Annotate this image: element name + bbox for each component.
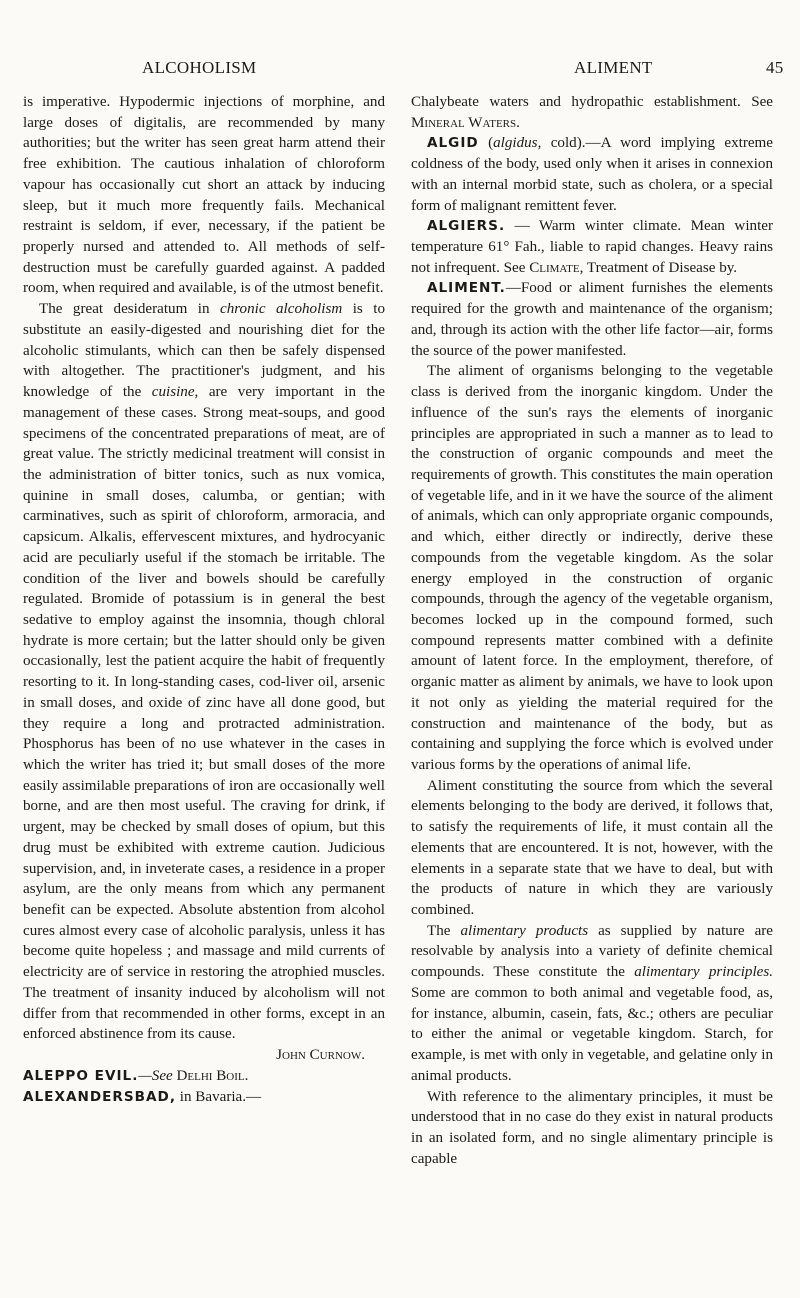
right-column <box>411 92 773 1169</box>
text-run: Chalybeate waters and hydropathic establishment. See <box>411 94 773 110</box>
text-run: Some are common to both animal and vegetable food, as, for instance, albumin, casein, fats, &c.; others are peculiar to either the animal or vegetable kingdom. Starch, for example, is met with only in vegetable, and gelatine only in animal products. <box>411 984 773 1084</box>
entry-term: ALEXANDERSBAD, <box>23 1088 177 1105</box>
text-run: is to substitute an easily-digested and nourishing diet for the alcoholic stimulants, which can then be safely dispensed with altogether. The practitioner's judgment, and his knowledge of the <box>23 301 386 401</box>
text-run: — Warm winter climate. Mean winter temperature 61° Fah., liable to rapid changes. Heavy rains not infrequent. See <box>411 218 773 276</box>
entry-algiers <box>411 216 773 278</box>
emphasis-chronic-alcoholism: chronic alcoholism <box>220 301 343 318</box>
entry-aliment <box>411 278 773 361</box>
entry-algid <box>411 133 773 216</box>
paragraph-alcoholism-treatment: is imperative. Hypodermic injections of morphine, and large doses of digitalis, are recommended by many authorities; but the writer has seen great harm attend their free exhibition. The cautious inhalation of chloroform vapour has occasionally cut short an attack by inducing sleep, but it much more frequently fails. Mechanical restraint is seldom, if ever, necessary, if the patient be properly nursed and attended to. All methods of self-destruction must be carefully guarded against. A padded room, when required and available, is of the utmost benefit. <box>23 94 385 297</box>
paragraph-alexandersbad-continued <box>411 92 773 133</box>
entry-term: ALGID <box>427 135 479 152</box>
text-run: ( <box>478 135 494 152</box>
see-text: —See <box>138 1067 177 1084</box>
emphasis-algidus: algidus <box>493 135 538 152</box>
cross-reference-link[interactable]: Climate, <box>529 259 584 276</box>
paragraph-chronic-alcoholism <box>23 299 385 1045</box>
header-left-title: ALCOHOLISM <box>142 58 257 77</box>
text-run: as supplied by nature are resolvable by analysis into a variety of definite chemical compounds. These constitute the <box>411 922 773 981</box>
entry-term: ALEPPO EVIL. <box>23 1067 139 1084</box>
paragraph-alimentary-products <box>411 921 773 1087</box>
text-run: , are very important in the management of these cases. Strong meat-soups, and good specimens of the concentrated preparations of meat, are of great value. The strictly medicinal treatment will consist in the administration of bitter tonics, such as nux vomica, quinine in small doses, calumba, or gentian; with carminatives, such as spirit of chloroform, armoracia, and capsicum. Alkalis, effervescent mixtures, and hydrocyanic acid are peculiarly useful if the stomach be irritable. The condition of the liver and bowels should be carefully regulated. Bromide of potassium is in general the best sedative to employ against the insomnia, though chloral hydrate is more certain; but the latter should only be given occasionally, lest the patient acquire the habit of frequently resorting to it. In long-standing cases, cod-liver oil, arsenic in small doses, and oxide of zinc have all done good, but they require a long and protracted administration. Phosphorus has been of no use whatever in the cases in which the writer has tried it; but small doses of the more easily assimilable preparations of iron are occasionally well borne, and are then most useful. The craving for drink, if urgent, may be checked by small doses of opium, but this drug must be exhibited with extreme caution. Judicious supervision, and, in inveterate cases, a residence in a proper asylum, are the only means from which any permanent benefit can be expected. Absolute abstention from alcohol cures almost every case of alcoholic paralysis, unless it has become quite hopeless ; and massage and mild currents of electricity are of service in restoring the atrophied muscles. The treatment of insanity induced by alcoholism will not differ from that recommended in other forms, except in an enforced abstinence from its cause. <box>23 384 385 1043</box>
text-run: Treatment of Disease by. <box>583 259 738 276</box>
header-right-title: ALIMENT <box>574 58 653 77</box>
cross-reference-link[interactable]: Mineral Waters. <box>411 114 520 131</box>
text-run: —Food or aliment furnishes the elements required for the growth and maintenance of the organism; and, through its action with the other life factor—air, forms the source of the power manifested. <box>411 280 773 359</box>
paragraph-vegetable-aliment: The aliment of organisms belonging to the vegetable class is derived from the inorganic kingdom. Under the influence of the sun's rays the elements of inorganic principles are appropriated in such a manner as to lead to the construction of organic compounds and meet the requirements of growth. This constitutes the main operation of vegetable life, and in it we have the source of the aliment of animals, which can only appropriate organic compounds, and which, either directly or indirectly, derive these compounds from the vegetable kingdom. As the solar energy employed in the construction of organic compounds, through the agency of the vegetable organism, becomes locked up in the compound formed, such compound represents matter combined with a definite amount of latent force. In the employment, therefore, of organic matter as aliment by animals, we have to look upon it not only as yielding the material required for the construction and maintenance of the body, but as containing and supplying the force which is evolved under various forms by the operations of animal life. <box>411 363 773 773</box>
entry-aleppo-evil <box>23 1066 385 1087</box>
paragraph-aliment-source: Aliment constituting the source from which the several elements belonging to the body are derived, it follows that, to satisfy the requirements of life, it must contain all the elements that are encountered. It is not, however, with the elements in a separate state that we have to deal, but with the products of nature in which they are variously combined. <box>411 777 773 919</box>
emphasis-cuisine: cuisine <box>151 384 195 401</box>
cross-reference-link[interactable]: Delhi Boil. <box>176 1067 249 1084</box>
page-number: 45 <box>766 58 784 77</box>
text-run: in Bavaria.— <box>176 1088 262 1105</box>
emphasis-alimentary-principles: alimentary principles. <box>634 964 773 981</box>
text-run: The great desideratum in <box>39 301 220 318</box>
text-run: , cold).—A word implying extreme coldness of the body, used only when it arises in connexion with an internal morbid state, such as cholera, or a special form of malignant remittent fever. <box>411 135 773 214</box>
running-header <box>0 58 800 82</box>
entry-term: ALGIERS. <box>427 218 506 235</box>
left-column <box>23 92 385 1107</box>
entry-term: ALIMENT. <box>427 280 506 297</box>
entry-alexandersbad <box>23 1087 385 1108</box>
text-run: The <box>427 922 461 939</box>
emphasis-alimentary-products: alimentary products <box>460 922 589 939</box>
author-signature: John Curnow. <box>276 1047 365 1064</box>
paragraph-alimentary-principles: With reference to the alimentary principles, it must be understood that in no case do they exist in natural products in an isolated form, and no single alimentary principle is capable <box>411 1088 773 1167</box>
